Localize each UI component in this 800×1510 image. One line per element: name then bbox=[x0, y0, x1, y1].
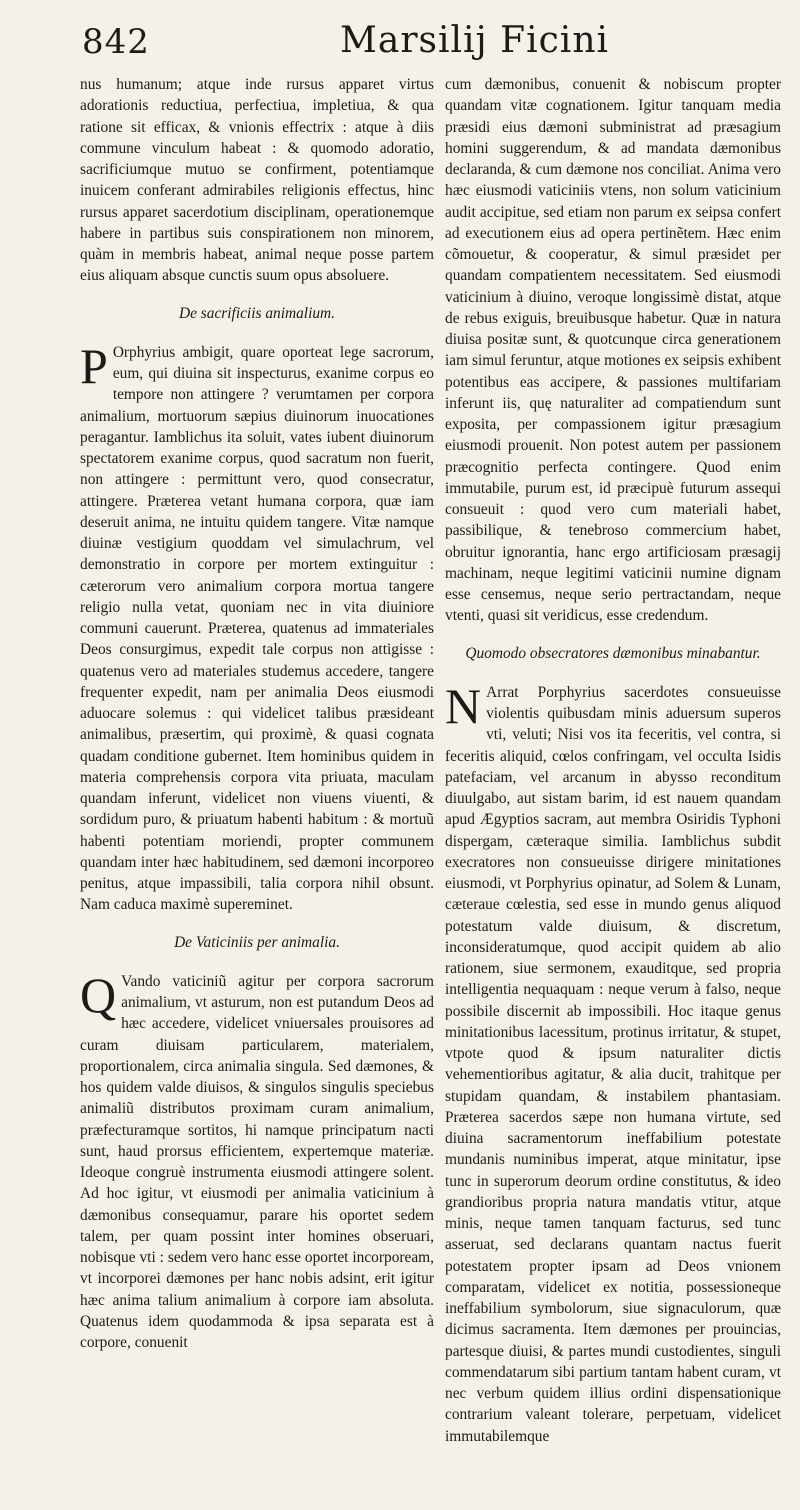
page-header bbox=[78, 18, 778, 70]
running-head: Marsilij Ficini bbox=[340, 20, 610, 61]
page-number: 842 bbox=[82, 22, 150, 62]
left-paragraph-1: nus humanum; atque inde rursus apparet virtus adorationis reductiua, perfectiua, impletiua, & qua ratione sit efficax, & vnionis effectrix : atque à diis commune vinculum habeat : & quomodo adoratio, sacrificiumque mutuo se confirment, potentiamque inuicem conferant admirabiles religionis effectus, hinc rursus apparet sacerdotium disciplinam, operationemque habere in partibus suis conspirationem non minorem, quàm in membris habeat, animal neque posse partem eius aliquam absque cunctis suum opus absoluere. bbox=[80, 76, 434, 285]
right-paragraph-2 bbox=[445, 677, 781, 1447]
right-column bbox=[445, 74, 781, 1447]
left-paragraph-3 bbox=[80, 966, 434, 1354]
drop-cap-q: Q bbox=[80, 966, 117, 1023]
right-paragraph-1: cum dæmonibus, conuenit & nobiscum propter quandam vitæ cognationem. Igitur tanquam media præsidi eius dæmoni subministrat ad præsagium homini suggerendum, & ad mandata dæmonibus declaranda, & cum dæmone nos conciliat. Anima vero hæc eiusmodi vaticiniis vtens, non solum vaticinium audit accipitue, sed etiam non parum ex seipsa confert ad executionem eius ad opera pertinẽtem. Hæc enim cõmouetur, & cooperatur, & simul præsidet per quandam compatientem necessitatem. Sed eiusmodi vaticinium à diuino, veroque longissimè distat, atque de rebus exiguis, breuibusque habetur. Quæ in natura diuisa positæ sunt, & quotcunque circa generationem iam simul feruntur, atque motiones ex seipsis exhibent potentibus eas accipere, & passiones multifariam inferunt iis, quę naturaliter ad compatiendum sunt exposita, per compassionem igitur præsagium eiusmodi prouenit. Non potest autem per passionem præcognitio perfecta contingere. Quod enim immutabile, purum est, id præcipuè futurum assequi consueuit : quod vero cum materiali habet, passibilique, & tenebroso commercium habet, obruitur ignorantia, hanc ergo artificiosam præsagij machinam, neque legitimi vaticinii numine dignam esse censemus, neque serio pertractandam, neque vtenti, quasi sit veridicus, esse credendum. bbox=[445, 76, 781, 625]
section-heading-vaticinia: De Vaticiniis per animalia. bbox=[174, 933, 340, 951]
left-paragraph-3-text: Vando vaticiniũ agitur per corpora sacrorum animalium, vt asturum, non est putandum Deos ad hæc accedere, videlicet vniuersales prouisores ad curam diuisam particularem, materialem, proportionalem, circa animalia singula. Sed dæmones, & hos quidem valde diuisos, & singulos singulis speciebus animaliũ distributos proximam curam animalium, præfecturamque sortitos, hi namque principatum nacti sunt, haud prorsus efficientem, expertemque materiæ. Ideoque congruè instrumenta eiusmodi attingere solent. Ad hoc igitur, vt eiusmodi per animalia vaticinium à dæmonibus consequamur, parare his oportet sedem talem, per quam possint inter homines obseruari, nobisque vti : sedem vero hanc esse oportet incorpoream, vt incorporei dæmones per hanc nobis adsint, erit igitur hæc anima talium animalium à corpore iam absoluta. Quatenus idem quodammoda & ipsa separata est à corpore, conuenit bbox=[80, 972, 434, 1351]
left-paragraph-2 bbox=[80, 337, 434, 916]
right-paragraph-2-text: Arrat Porphyrius sacerdotes consueuisse violentis quibusdam minis aduersum superos vti, veluti; Nisi vos ita feceritis, vel contra, si feceritis aliquid, cœlos confringam, vel occulta Isidis patefaciam, vel arcanum in abysso reconditum diuulgabo, aut sistam barim, id est nauem quandam apud Ægyptios sacram, aut membra Osiridis Typhoni dispergam, cæteraque similia. Iamblichus subdit execratores non consueuisse dirigere minitationes eiusmodi, vt Porphyrius opinatur, ad Solem & Lunam, cæteraue cœlestia, sed esse in mundo genus aliquod potestatum valde diuisum, & discretum, inconsideratumque, quod accipit quidem ab alio rationem, siue sermonem, exauditque, sed propria intelligentia nequaquam : neque verum à falso, neque possibile discernit ab impossibili. Hoc itaque genus minitationibus lacessitum, protinus irritatur, & stupet, vtpote quod & ipsum naturaliter dictis vehementioribus agitatur, & alia ducit, trahitque per stupidam quandam, & instabilem phantasiam. Præterea sacerdos sæpe non humana virtute, sed diuina sacramentorum ineffabilium potestate mundanis numinibus imperat, atque minitatur, ipse tunc in superorum deorum ordine constitutus, & ideo grandioribus propria natura mandatis vtitur, atque minis, neque tamen tanquam facturus, sed tunc asseruat, sed declarans quantam nactus fuerit potestatem propter ipsam ad Deos vnionem comparatam, videlicet ex notitia, possessioneque ineffabilium symbolorum, siue signaculorum, quæ dicimus sacramenta. Item dæmones per prouincias, partesque diuisi, & partes mundi custodientes, singuli commendatarum sibi partium tantam habent curam, vt nec verbum quidem illius ordini dispensationique contrarium valeant tolerare, perpetuam, videlicet immutabilemque bbox=[445, 683, 781, 1445]
section-heading-sacrifices: De sacrificiis animalium. bbox=[178, 304, 336, 322]
section-heading-obsecratores: Quomodo obsecratores dæmonibus minabantur. bbox=[465, 644, 761, 662]
drop-cap-p: P bbox=[80, 337, 108, 394]
drop-cap-n: N bbox=[445, 677, 482, 734]
left-paragraph-2-text: Orphyrius ambigit, quare oporteat lege sacrorum, eum, qui diuina sit inspecturus, exanime corpus eo tempore non attingere ? verumtamen per corpora animalium, mortuorum sæpius diuinorum inuocationes peragantur. Iamblichus ita soluit, vates iubent diuinorum spectatorem exanime corpus, quod sacratum non fuerit, non attingere : permittunt vero, quod consecratur, attingere. Præterea vetant humana corpora, quæ iam deseruit anima, ne intuitu quidem tangere. Vitæ namque diuinæ vestigium quoddam vel simulachrum, vel demonstratio in corpore per mortem extinguitur : cæterorum vero animalium corpora mortua tangere religio nulla vetat, quoniam nec in vita diuiniore communi cauerunt. Præterea, quatenus ad immateriales Deos consurgimus, expedit tale corpus non attigisse : quatenus vero ad materiales studemus accedere, tangere frequenter expedit, nam per animalia Deos eiusmodi aduocare solemus : qui videlicet talibus præsideant animalibus, præsertim, qui proximè, & quasi cognata quadam conditione gubernet. Item hominibus quidem in materia comprehensis corpora vita priuata, maculam quandam inferunt, videlicet non viuens viuenti, & sordidum puro, & priuatum habenti habitum : & mortuũ habenti potentiam moriendi, propter communem quandam inter hæc habitudinem, sed dæmoni incorporeo penitus, atque impassibili, talia corpora nihil obsunt. Nam caduca maximè supereminet. bbox=[80, 343, 434, 914]
left-column bbox=[80, 74, 434, 1353]
